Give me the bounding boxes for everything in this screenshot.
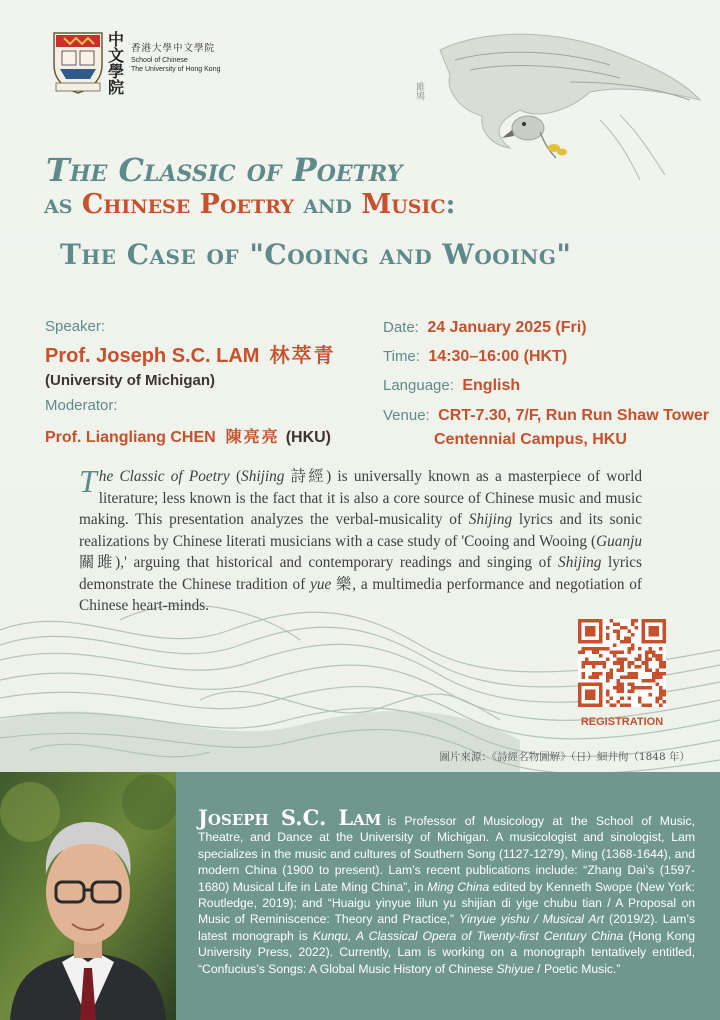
school-logo-vertical-text: 中文學院 <box>108 30 125 97</box>
bio-text: is Professor of Musicology at the School of Music, Theatre, and Dance at the University of Michigan. A musicologist and sinologist, Lam specializes in the music and cultures of Southern Song (1127-1279), Ming (1368-1644), and modern China (1900 to present). Lam’s recent publications include: “Zhang Dai’s (1597-1680) Musical Life in Late Ming China”, in <box>198 814 695 894</box>
event-time <box>383 348 567 366</box>
speaker-photo <box>0 772 176 1020</box>
date-value: 24 January 2025 <box>427 319 551 336</box>
moderator-name <box>45 424 331 447</box>
time-zone: (HKT) <box>523 348 568 365</box>
abstract-dropcap: T <box>79 463 97 499</box>
bio-text: (2019/2). Lam’s latest monograph is <box>198 912 696 943</box>
abstract-term: yue <box>310 575 332 593</box>
school-name-en-1: School of Chinese <box>131 57 188 64</box>
bio-text: edited by Kenneth Swope (New York: Routledge, 2019); and “Huaigu yinyue lilun yu shijian di yige chubu tian / A Proposal on Music of Reminiscence: Theory and Practice,” <box>198 879 695 927</box>
title-line-2 <box>44 189 604 220</box>
abstract-term: Shijing <box>558 554 602 571</box>
bio-title: Ming China <box>427 879 490 894</box>
speaker-name-en: Prof. Joseph S.C. LAM <box>45 345 260 367</box>
school-name-en-2: The University of Hong Kong <box>131 66 221 73</box>
abstract-term: Shijing <box>241 468 285 485</box>
date-day: (Fri) <box>555 319 587 336</box>
abstract-book-title: he Classic of Poetry <box>98 468 230 485</box>
school-name-block <box>131 44 251 74</box>
venue-line-2: Centennial Campus, HKU <box>434 431 627 448</box>
language-label: Language: <box>383 377 454 394</box>
abstract-text: lyrics demonstrate the Chinese tradition of <box>79 554 642 593</box>
abstract-text: ( <box>229 468 242 485</box>
time-value: 14:30–16:00 <box>428 348 520 365</box>
speaker-bio-section <box>0 772 720 1020</box>
bio-speaker-name: Joseph S.C. Lam <box>198 805 382 830</box>
abstract-term: Shijing <box>468 511 513 528</box>
speaker-label: Speaker: <box>45 318 106 335</box>
abstract-text: 樂, a multimedia performance and negotiation of Chinese heart-minds. <box>79 575 642 614</box>
title-line-2-and: and <box>303 189 352 220</box>
bio-title: Shiyue <box>496 961 534 976</box>
speaker-bio <box>198 805 696 977</box>
title-music: Music <box>361 189 446 220</box>
event-venue <box>383 407 709 425</box>
registration-label: REGISTRATION <box>580 716 664 728</box>
venue-label: Venue: <box>383 407 430 424</box>
event-date <box>383 319 587 337</box>
bio-title: Yinyue yishu / Musical Art <box>459 912 605 927</box>
language-value: English <box>462 377 521 394</box>
registration-qr-code[interactable] <box>578 619 666 707</box>
title-line-2-colon: : <box>445 189 456 220</box>
moderator-name-en: Prof. Liangliang CHEN <box>45 429 216 446</box>
title-line-1: The Classic of Poetry <box>46 151 403 189</box>
speaker-name-cn: 林萃青 <box>269 343 336 367</box>
title-line-2-as: as <box>44 189 73 220</box>
venue-line-1: CRT-7.30, 7/F, Run Run Shaw Tower <box>438 407 710 424</box>
hku-crest-logo <box>50 29 106 95</box>
school-name-chinese: 香港大學中文學院 <box>131 43 216 54</box>
abstract-text: 關雎),' arguing that historical and contemporary readings and singing of <box>79 554 559 571</box>
bird-caption: 雎鳩 <box>414 82 424 100</box>
event-language <box>383 377 520 395</box>
title-line-3: The Case of "Cooing and Wooing" <box>60 238 572 271</box>
bio-text: / Poetic Music.” <box>533 961 621 976</box>
speaker-name <box>45 339 335 368</box>
abstract-text: 詩經) is universally known as a masterpiece of world literature; less known is the fact that it is also a core source of Chinese music and music making. This presentation analyzes the verbal-musicality of <box>79 468 642 528</box>
title-chinese-poetry: Chinese Poetry <box>81 189 294 220</box>
moderator-name-cn: 陳亮亮 <box>225 427 280 446</box>
image-credit: 圖片來源：《詩經名物圖解》（日）細井徇（1848 年） <box>439 751 690 763</box>
speaker-affiliation: (University of Michigan) <box>45 372 216 389</box>
date-label: Date: <box>383 319 419 336</box>
bio-text: (Hong Kong University Press, 2022). Currently, Lam is working on a monograph tentatively entitled, “Confucius’s Songs: A Global Music History of Chinese <box>198 928 695 976</box>
moderator-label: Moderator: <box>45 397 118 414</box>
abstract-term: Guanju <box>596 532 642 550</box>
moderator-affiliation: (HKU) <box>285 429 332 446</box>
bio-title: Kunqu, A Classical Opera of Twenty-first Century China <box>312 928 624 943</box>
time-label: Time: <box>383 348 420 365</box>
abstract-text: lyrics and its sonic realizations by Chinese literati musicians with a case study of 'Cooing and Wooing ( <box>79 511 642 550</box>
abstract-paragraph <box>79 463 642 617</box>
